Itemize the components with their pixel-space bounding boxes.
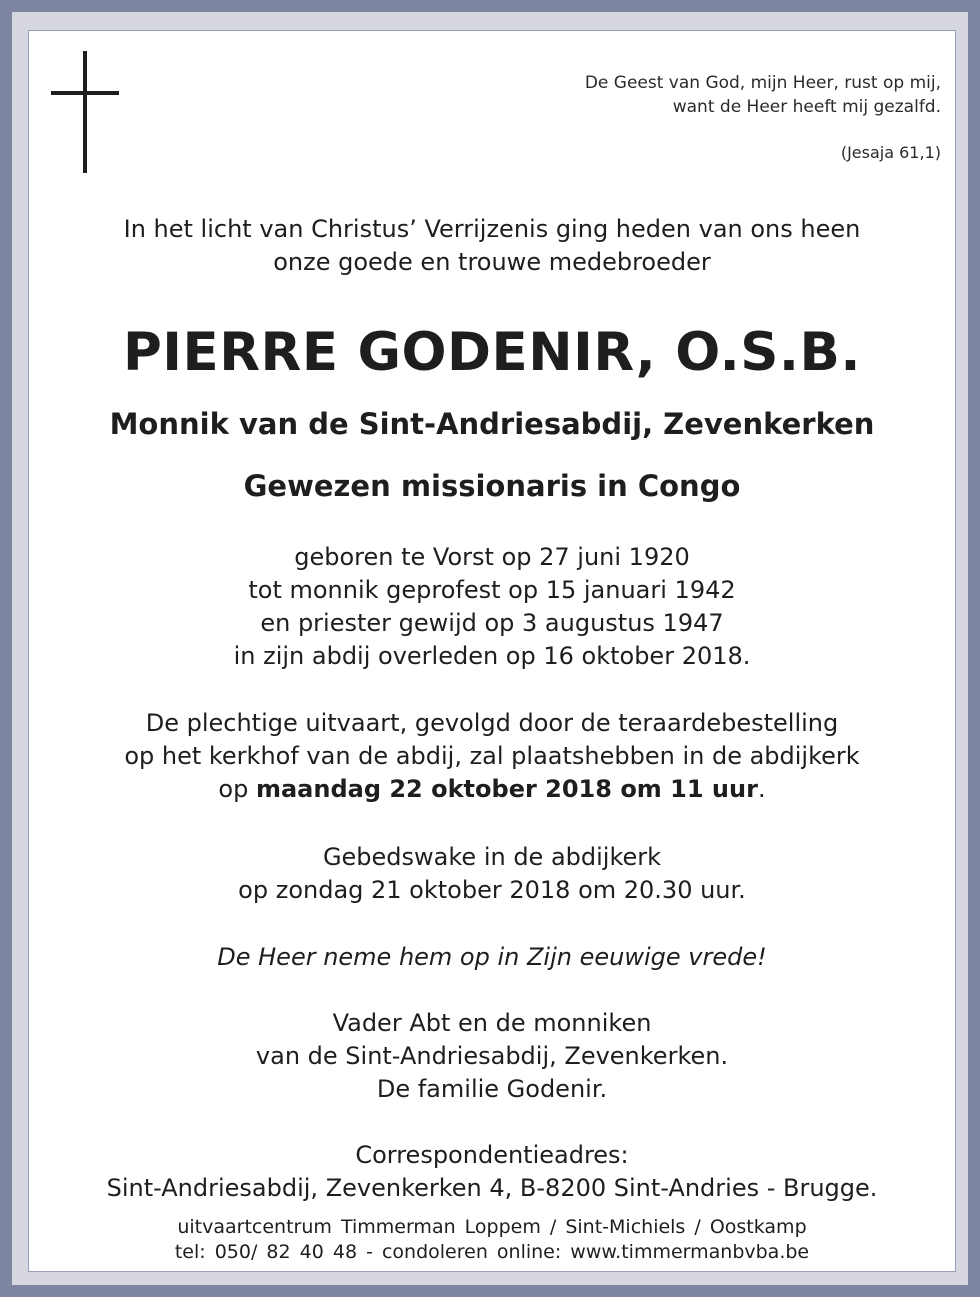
prayer-vigil xyxy=(29,841,955,907)
funeral-date-suffix: . xyxy=(757,775,766,803)
page-border xyxy=(12,12,968,1285)
funeral-date: maandag 22 oktober 2018 om 11 uur xyxy=(255,775,758,803)
mourners xyxy=(29,1007,955,1106)
death-notice-card xyxy=(28,30,956,1272)
funeral-home-footer xyxy=(29,1215,955,1265)
closing-prayer: De Heer neme hem op in Zijn eeuwige vrede! xyxy=(217,943,767,971)
date-line: in zijn abdij overleden op 16 oktober 2018. xyxy=(233,642,751,670)
funeral-line: De plechtige uitvaart, gevolgd door de teraardebestelling xyxy=(145,709,839,737)
contact-line: tel: 050/ 82 40 48 - condoleren online: www.timmermanbvba.be xyxy=(174,1241,810,1263)
funeral-home-line: uitvaartcentrum Timmerman Loppem / Sint-Michiels / Oostkamp xyxy=(177,1216,807,1238)
funeral-line: op het kerkhof van de abdij, zal plaatshebben in de abdijkerk xyxy=(124,742,860,770)
deceased-title: Monnik van de Sint-Andriesabdij, Zevenkerken xyxy=(109,407,875,441)
mourner-line: van de Sint-Andriesabdij, Zevenkerken. xyxy=(255,1042,729,1070)
intro-text xyxy=(29,213,955,279)
funeral-date-prefix: op xyxy=(218,775,256,803)
funeral-details xyxy=(29,707,955,806)
vigil-line: op zondag 21 oktober 2018 om 20.30 uur. xyxy=(238,876,746,904)
quote-line: want de Heer heeft mij gezalfd. xyxy=(672,97,941,117)
deceased-subtitle: Gewezen missionaris in Congo xyxy=(243,469,741,503)
quote-line: De Geest van God, mijn Heer, rust op mij, xyxy=(584,73,941,93)
date-line: geboren te Vorst op 27 juni 1920 xyxy=(294,543,690,571)
correspondence-address xyxy=(29,1139,955,1205)
address-line: Sint-Andriesabdij, Zevenkerken 4, B-8200 Sint-Andries - Brugge. xyxy=(106,1174,878,1202)
intro-line: onze goede en trouwe medebroeder xyxy=(273,248,711,276)
life-dates xyxy=(29,541,955,673)
correspondence-label: Correspondentieadres: xyxy=(355,1141,629,1169)
funeral-date-line xyxy=(29,773,955,806)
scripture-reference: (Jesaja 61,1) xyxy=(840,143,941,162)
mourner-line: De familie Godenir. xyxy=(376,1075,608,1103)
deceased-name: PIERRE GODENIR, O.S.B. xyxy=(122,322,862,383)
date-line: en priester gewijd op 3 augustus 1947 xyxy=(260,609,724,637)
vigil-line: Gebedswake in de abdijkerk xyxy=(322,843,662,871)
intro-line: In het licht van Christus’ Verrijzenis ging heden van ons heen xyxy=(123,215,861,243)
mourner-line: Vader Abt en de monniken xyxy=(332,1009,652,1037)
date-line: tot monnik geprofest op 15 januari 1942 xyxy=(248,576,736,604)
scripture-quote xyxy=(585,71,941,119)
